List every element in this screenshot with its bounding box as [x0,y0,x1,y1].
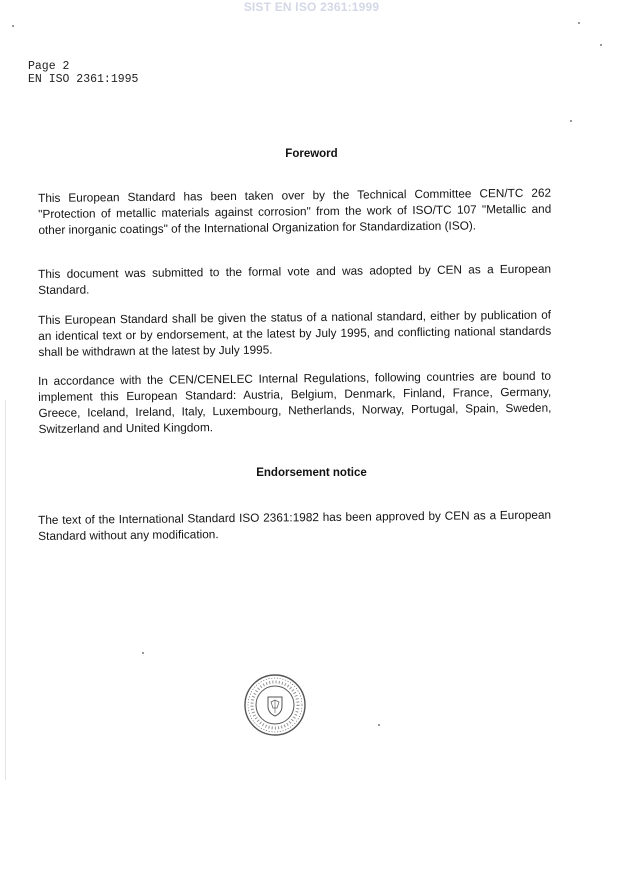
endorsement-title: Endorsement notice [256,467,367,479]
page-header [28,60,138,86]
scan-speck [378,724,380,726]
foreword-paragraph-3: This European Standard shall be given the status of a national standard, either by publication of an identical text or by endorsement, at the latest by July 1995, and conflicting national standards shall be withdrawn at the latest by July 1995. [38,307,552,359]
scan-speck [570,120,572,122]
scan-speck [142,652,144,654]
foreword-paragraph-1: This European Standard has been taken over by the Technical Committee CEN/TC 262 "Protection of metallic materials against corrosion" from the work of ISO/TC 107 "Metallic and other inorganic coatings" of the International Organization for Standardization (ISO). [38,185,552,237]
foreword-paragraph-2: This document was submitted to the formal vote and was adopted by CEN as a European Standard. [38,261,552,297]
watermark: SIST EN ISO 2361:1999 [243,0,380,14]
scan-margin-line [5,400,6,780]
foreword-paragraph-4: In accordance with the CEN/CENELEC Internal Regulations, following countries are bound to implement this European Standard: Austria, Belgium, Denmark, Finland, France, Germany, Greece, Iceland, Ireland, Italy, Luxembourg, Netherlands, Norway, Portugal, Spain, Sweden, Switzerland and United Kingdom. [38,368,552,436]
document-reference: EN ISO 2361:1995 [28,73,139,86]
page-number: Page 2 [28,60,70,73]
endorsement-paragraph: The text of the International Standard ISO 2361:1982 has been approved by CEN as a European Standard without any modification. [38,507,552,543]
official-seal-icon [243,673,307,737]
scan-speck [578,22,580,24]
foreword-title: Foreword [285,148,338,160]
scan-speck [600,44,602,46]
scan-speck [12,25,14,27]
